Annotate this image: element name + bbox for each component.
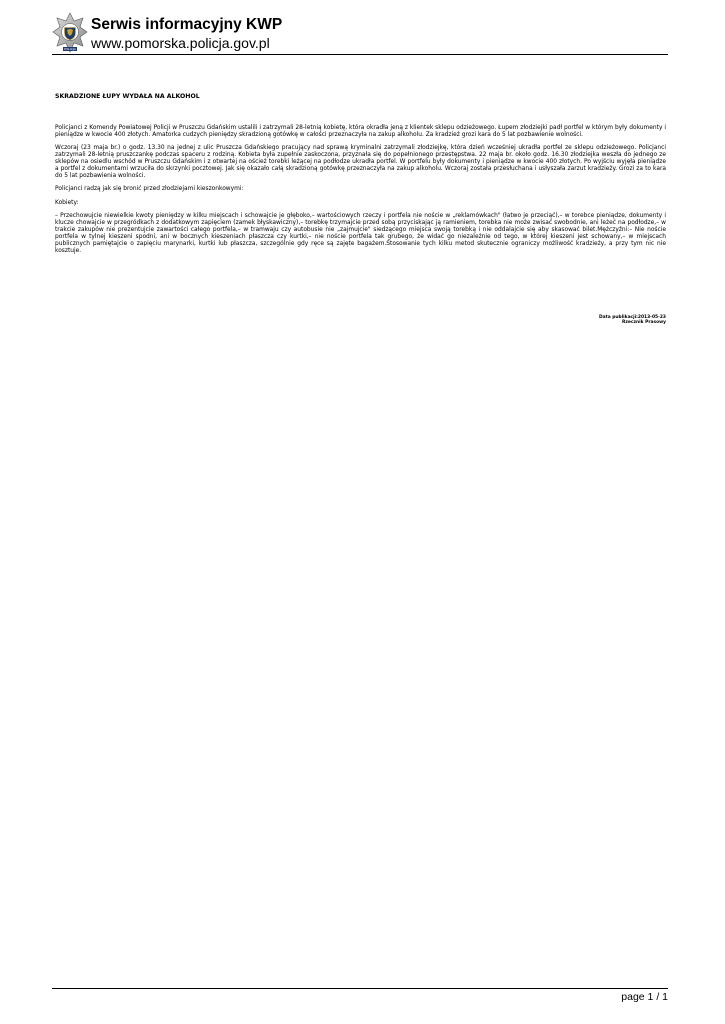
footer-divider (52, 988, 668, 989)
page-number: page 1 / 1 (621, 991, 668, 1003)
article-paragraph: Policjanci radzą jak się bronić przed złodziejami kieszonkowymi: (55, 186, 244, 193)
article-title: SKRADZIONE ŁUPY WYDAŁA NA ALKOHOL (55, 93, 200, 100)
article-paragraph: Kobiety: (55, 199, 79, 206)
author: Rzecznik Prasowy (621, 320, 666, 326)
site-title: Serwis informacyjny KWP (91, 16, 283, 33)
publication-date: Data publikacji:2013-05-23 (599, 315, 666, 320)
article-paragraph: Wczoraj (23 maja br.) o godz. 13.30 na jednej z ulic Pruszcza Gdańskiego pracujący nad sprawą kryminalni zatrzymali złodziejkę, która dzień wcześniej ukradła portfel ze sklepu odzieżowego. Policjanci zatrzymali 28-letnią pruszczankę podczas spaceru z rodziną. Kobieta była zupełnie zaskoczona, przyznała się do popełnionego przestępstwa. 22 maja br. około godz. 16.30 złodziejka weszła do jednego ze sklepów na osiedlu wschód w Pruszczu Gdańskim i z otwartej na oścież torebki leżącej na podłodze ukradła portfel. W portfelu były dokumenty i pieniądze w kwocie 400 złotych. Po wyjściu wyjęła pieniądze a portfel z dokumentami wrzuciła do skrzynki pocztowej. Jak się okazało całą skradzioną gotówkę przeznaczyła na zakup alkoholu. Wczoraj została przesłuchana i usłyszała zarzut kradzieży. Grozi za to kara do 5 lat pozbawienia wolności. (55, 145, 666, 179)
publication-meta (599, 315, 666, 326)
police-badge-logo (52, 12, 88, 56)
article-paragraph: Policjanci z Komendy Powiatowej Policji w Pruszczu Gdańskim ustalili i zatrzymali 28-letnią kobietę, która okradła jeną z klientek sklepu odzieżowego. Łupem złodziejki padł portfel w którym były dokumenty i pieniądze w kwocie 400 złotych. Amatorka cudzych pieniędzy skradzioną gotówkę w całości przeznaczyła na zakup alkoholu. Za kradzież grozi kara do 5 lat pozbawienie wolności. (55, 125, 666, 138)
logo-text: POLICJA (64, 47, 76, 52)
site-url: www.pomorska.policja.gov.pl (91, 35, 270, 51)
header-divider (52, 54, 668, 55)
article-paragraph: – Przechowujcie niewielkie kwoty pieniędzy w kilku miejscach i schowajcie je głęboko,– wartościowych rzeczy i portfela nie noście w „reklamówkach" (łatwo je przeciąć),– w torebce pieniądze, dokumenty i klucze chowajcie w przegródkach z dodatkowym zapięciem (zamek błyskawiczny),– torebkę trzymajcie przed sobą przyciskając ją ramieniem, torebka nie może zwisać swobodnie, ani leżeć na podłodze,– w trakcie zakupów nie prezentujcie zawartości całego portfela,– w tramwaju czy autobusie nie „zajmujcie" siedzącego miejsca swoją torebką i nie oddalajcie się aby skasować bilet.Mężczyźni:– Nie noście portfela w tylnej kieszeni spodni, ani w bocznych kieszeniach płaszcza czy kurtki,– nie noście portfela tak grubego, że widać go niezależnie od tego, w której kieszeni jest schowany,– w miejscach publicznych pamiętajcie o zapięciu marynarki, kurtki lub płaszcza, szczególnie gdy ręce są zajęte bagażem.Stosowanie tych kilku metod skutecznie ograniczy możliwość kradzieży, a przy tym nic nie kosztuje. (55, 213, 666, 254)
article-body (55, 93, 666, 261)
